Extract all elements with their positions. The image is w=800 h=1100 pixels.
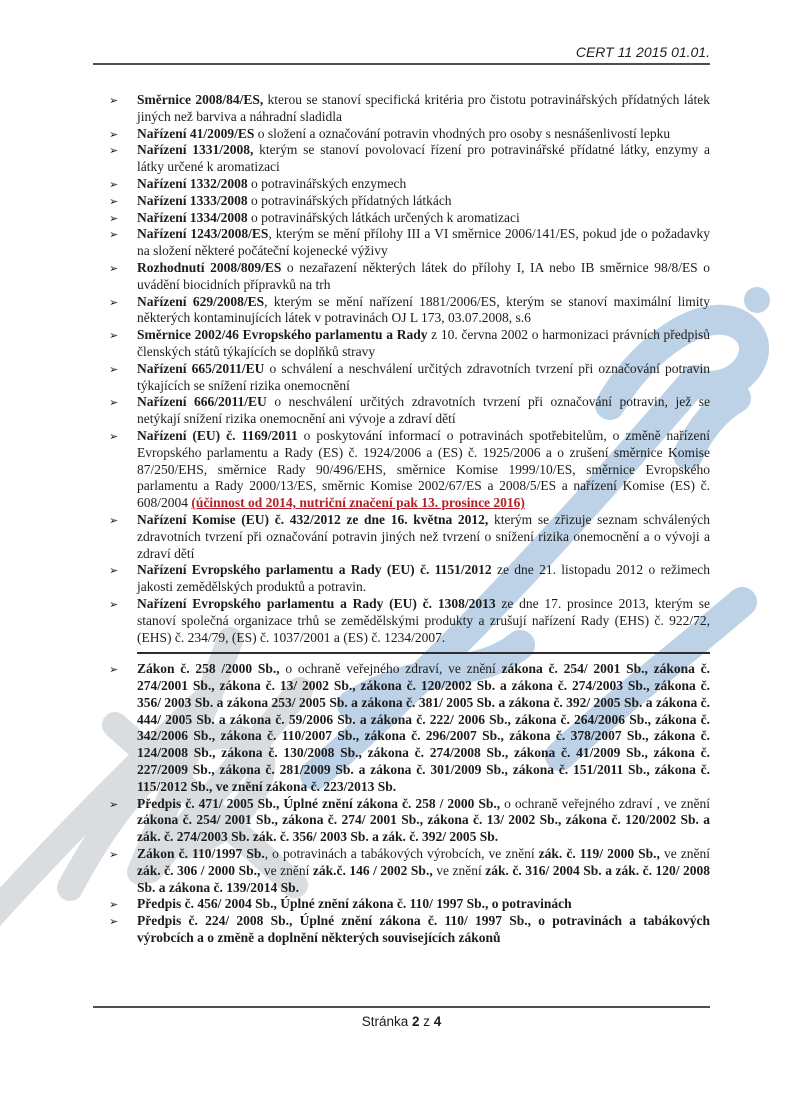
law-list-item [93, 260, 710, 294]
list-bullet-icon: ➢ [109, 898, 119, 912]
law-reference: Nařízení Evropského parlamentu a Rady (EU) č. 1151/2012 [137, 562, 492, 578]
law-description: , o potravinách a tabákových výrobcích, ve znění [264, 846, 539, 862]
law-list-item [93, 846, 710, 896]
law-reference: Nařízení 629/2008/ES [137, 293, 265, 309]
law-description: o potravinářských látkách určených k aromatizaci [247, 209, 520, 225]
list-bullet-icon: ➢ [109, 564, 119, 578]
law-reference: Směrnice 2008/84/ES, [137, 92, 264, 107]
law-description: ze dne 17. prosince 2013, kterým se stanoví společná organizace trhů se zemědělskými produkty a zrušují nařízení Rady (EHS) č. 922/72, (EHS) č. 234/79, (ES) č. 1037/2001 a (ES) č. 1234/2007. [137, 595, 710, 645]
law-description: ve znění [659, 846, 711, 862]
law-description: , kterým se mění nařízení 1881/2006/ES, kterým se stanoví maximální limity některých kontaminujících látek v potravinách OJ L 173, 03.07.2008, s.6 [137, 293, 711, 326]
list-bullet-icon: ➢ [109, 211, 119, 225]
list-bullet-icon: ➢ [109, 797, 119, 811]
law-reference: Předpis č. 456/ 2004 Sb., Úplné znění zákona č. 110/ 1997 Sb., o potravinách [137, 896, 572, 912]
law-description: , kterým se mění přílohy III a VI směrnice 2006/141/ES, pokud jde o požadavky na složení některé počáteční kojenecké výživy [137, 226, 711, 259]
law-description: o poskytování informací o potravinách spotřebitelům, o změně nařízení Evropského parlamentu a Rady (ES) č. 1924/2006 a (ES) č. 1925/2006 a o zrušení směrnice Komise 87/250/EHS, směrnice Rady 90/496/EHS, směrnice Komise 1999/10/ES, směrnice Evropského parlamentu a Rady 2000/13/ES, směrnic Komise 2002/67/ES a 2008/5/ES a nařízení Komise (ES) č. 608/2004 [137, 427, 710, 511]
section-divider [137, 652, 710, 654]
footer-total-pages: 4 [433, 1014, 442, 1029]
law-description: ve znění [432, 862, 486, 878]
document-header [93, 0, 710, 65]
eu-regulations-list [93, 92, 710, 646]
list-bullet-icon: ➢ [109, 663, 119, 677]
list-bullet-icon: ➢ [109, 194, 119, 208]
law-reference: Předpis č. 471/ 2005 Sb., Úplné znění zákona č. 258 / 2000 Sb., [137, 795, 501, 811]
law-list-item [93, 126, 710, 143]
law-note-red: (účinnost od 2014, nutriční značení pak 13. prosince 2016) [191, 495, 525, 511]
list-bullet-icon: ➢ [109, 396, 119, 410]
law-reference: Nařízení 665/2011/EU [137, 360, 265, 376]
law-reference: zák.č. 146 / 2002 Sb., [312, 862, 433, 878]
law-description: o ochraně veřejného zdraví , ve znění [500, 795, 710, 811]
law-list-item [93, 226, 710, 260]
list-bullet-icon: ➢ [109, 177, 119, 191]
law-reference: Zákon č. 258 /2000 Sb., [137, 661, 280, 677]
law-reference: Nařízení 666/2011/EU [137, 394, 267, 410]
list-bullet-icon: ➢ [109, 144, 119, 158]
law-reference: zák. č. 119/ 2000 Sb., [538, 846, 660, 862]
law-list-item [93, 210, 710, 227]
law-reference: zák. č. 316/ 2004 Sb. a zák. č. 120/ 2008 Sb. a zákona č. 139/2014 Sb. [137, 862, 710, 895]
list-bullet-icon: ➢ [109, 228, 119, 242]
list-bullet-icon: ➢ [109, 94, 119, 107]
law-list-item [93, 896, 710, 913]
law-reference: Nařízení 1332/2008 [137, 175, 248, 191]
law-reference: Rozhodnutí 2008/809/ES [137, 259, 282, 275]
law-list-item [93, 913, 710, 947]
list-bullet-icon: ➢ [109, 848, 119, 862]
list-bullet-icon: ➢ [109, 127, 119, 141]
law-description: z 10. června 2002 o harmonizaci právních předpisů členských států týkajících se doplňků stravy [137, 327, 711, 359]
law-reference: Nařízení Komise (EU) č. 432/2012 ze dne 16. května 2012, [137, 511, 489, 527]
law-reference: Zákon č. 110/1997 Sb. [137, 846, 265, 862]
law-description: kterým se stanoví povolovací řízení pro potravinářské přídatné látky, enzymy a látky určené k aromatizaci [137, 142, 710, 175]
law-reference: zák. č. 306 / 2000 Sb., [137, 862, 261, 878]
list-bullet-icon: ➢ [109, 261, 119, 275]
law-reference: Nařízení 1333/2008 [137, 192, 248, 208]
footer-page-number: 2 [411, 1014, 420, 1029]
law-description: kterým se zřizuje seznam schválených zdravotních tvrzení při označování potravin jiných než tvrzení o snížení rizika onemocnění a o vývoji a zdraví dětí [137, 511, 710, 561]
law-list-item [93, 512, 710, 562]
law-description: kterou se stanoví specifická kritéria pro čistotu potravinářských přídatných látek jiných než barviva a náhradní sladidla [137, 92, 711, 124]
law-reference: Nařízení (EU) č. 1169/2011 [137, 427, 298, 443]
law-reference: Předpis č. 224/ 2008 Sb., Úplné znění zákona č. 110/ 1997 Sb., o potravinách a tabákových výrobcích a o změně a doplnění některých souvisejících zákonů [137, 913, 710, 946]
law-reference: Směrnice 2002/46 Evropského parlamentu a Rady [137, 327, 428, 343]
law-list-item [93, 428, 710, 512]
law-list-item [93, 394, 710, 428]
list-bullet-icon: ➢ [109, 597, 119, 611]
law-reference: Nařízení Evropského parlamentu a Rady (EU) č. 1308/2013 [137, 595, 496, 611]
law-reference: Nařízení 41/2009/ES [137, 125, 255, 141]
law-reference: Nařízení 1334/2008 [137, 209, 248, 225]
footer-label: Stránka [361, 1014, 412, 1029]
footer-separator: z [419, 1014, 434, 1029]
law-list-item [93, 294, 710, 328]
list-bullet-icon: ➢ [109, 362, 119, 376]
law-list-item [93, 596, 710, 646]
law-list-item [93, 562, 710, 596]
law-description: ve znění [260, 862, 313, 878]
law-list-item [93, 327, 710, 361]
law-list-item [93, 142, 710, 176]
law-list-item [93, 361, 710, 395]
header-code: CERT 11 2015 01.01. [575, 44, 710, 60]
law-reference: Nařízení 1243/2008/ES [137, 226, 269, 242]
list-bullet-icon: ➢ [109, 429, 119, 443]
law-reference: Nařízení 1331/2008, [137, 142, 254, 158]
page-footer [93, 1006, 710, 1029]
list-bullet-icon: ➢ [109, 915, 119, 929]
law-list-item [93, 661, 710, 795]
law-description: o schválení a neschválení určitých zdravotních tvrzení při označování potravin týkajících se snížení rizika onemocnění [137, 360, 710, 393]
law-description: o potravinářských enzymech [247, 175, 407, 191]
law-description: ze dne 21. listopadu 2012 o režimech jakosti zemědělských produktů a potravin. [137, 562, 710, 595]
law-list-item [93, 92, 710, 126]
law-list-item [93, 796, 710, 846]
list-bullet-icon: ➢ [109, 513, 119, 527]
law-description: o složení a označování potravin vhodných pro osoby s nesnášenlivostí lepku [254, 125, 671, 141]
list-bullet-icon: ➢ [109, 295, 119, 309]
law-reference: zákona č. 254/ 2001 Sb., zákona č. 274/ 2001 Sb., zákona č. 13/ 2002 Sb., zákona č. 120/2002 Sb. a zák. č. 274/2003 Sb. zák. č. 356/ 2003 Sb. a zák. č. 392/ 2005 Sb. [137, 812, 710, 845]
law-list-item [93, 193, 710, 210]
law-description: o potravinářských přídatných látkách [247, 192, 452, 208]
document-body [93, 92, 710, 947]
czech-laws-list [93, 661, 710, 947]
law-list-item [93, 176, 710, 193]
list-bullet-icon: ➢ [109, 329, 119, 343]
law-description: o ochraně veřejného zdraví, ve znění [279, 661, 502, 677]
law-description: o neschválení určitých zdravotních tvrzení při označování potravin, jež se netýkají snížení rizika onemocnění ani vývoje a zdraví dětí [137, 394, 710, 427]
law-description: o nezařazení některých látek do přílohy I, IA nebo IB směrnice 98/8/ES o uvádění biocidních přípravků na trh [137, 259, 710, 292]
law-reference: zákona č. 254/ 2001 Sb., zákona č. 274/2001 Sb., zákona č. 13/ 2002 Sb., zákona č. 120/2002 Sb. a zákona č. 274/2003 Sb., zákona č. 356/ 2003 Sb. a zákona 253/ 2005 Sb. a zákona č. 381/ 2005 Sb. a zákona č. 392/ 2005 Sb. a zákona č. 444/ 2005 Sb. a zákona č. 59/2006 Sb. a zákona č. 222/ 2006 Sb., zákona č. 264/2006 Sb., zákona č. 342/2006 Sb., zákona č. 110/2007 Sb., zákona č. 296/2007 Sb., zákona č. 378/2007 Sb., zákona č. 124/2008 Sb., zákona č. 130/2008 Sb., zákona č. 274/2008 Sb., zákona č. 41/2009 Sb., zákona č. 227/2009 Sb., zákona č. 281/2009 Sb. a zákona č. 301/2009 Sb., zákona č. 151/2011 Sb., zákona č. 115/2012 Sb., ve znění zákona č. 223/2013 Sb. [137, 661, 710, 794]
